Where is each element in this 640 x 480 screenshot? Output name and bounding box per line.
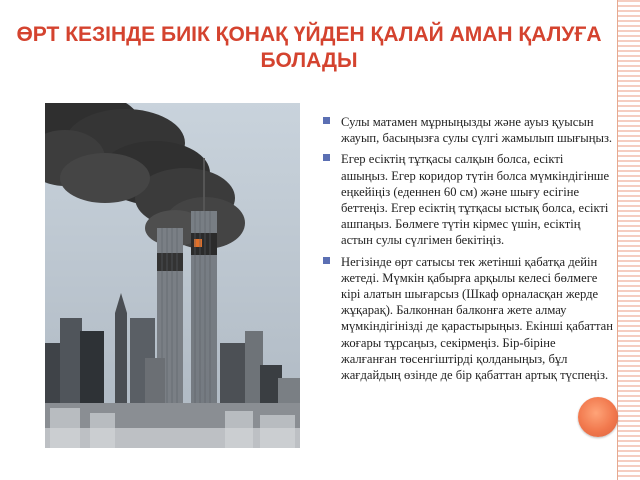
burning-towers-photo: [45, 103, 300, 448]
bullet-list: [323, 114, 613, 388]
bullet-text: Сулы матамен мұрныңызды және ауыз қуысын жауып, басыңызға сулы сүлгі жамылып шығыңыз.: [341, 115, 613, 146]
slide-title: ӨРТ КЕЗІНДЕ БИІК ҚОНАҚ ҮЙДЕН ҚАЛАЙ АМАН ҚАЛУҒА БОЛАДЫ: [16, 23, 602, 72]
bullet-text: Негізінде өрт сатысы тек жетінші қабатқа дейін жетеді. Мүмкін қабырға арқылы келесі бөлмеге кірі алатын шығарсыз (Шкаф орналасқан жерде жұқарақ). Балконнан балконға жете алмау мүмкіндігінізді де қарастырыңыз. Екінші қабаттан жоғары тұрсаңыз, секірмеңіз. Бір-біріне жалғанған төсенгіштірді қолданыңыз, бұл жағдайдың өзінде де бір қабаттан артық түспеңіз.: [341, 254, 613, 383]
bullet-text: Егер есіктің тұтқасы салқын болса, есікті ашыңыз. Егер коридор түтін болса мүмкіндігінше еңкейіңіз (еденнен 60 см) және шығу есігіне беттеңіз. Егер есіктің тұтқасы ыстық болса, есікті ашпаңыз. Бөлмеге түтін кірмес үшін, есіктің астын сулы сүлгімен бекітіңіз.: [341, 152, 610, 248]
bullet-marker-icon: [323, 257, 330, 264]
decorative-border: [618, 0, 640, 480]
bullet-item: [323, 254, 613, 384]
orange-circle-button[interactable]: [578, 397, 618, 437]
bullet-item: [323, 114, 613, 146]
bullet-item: [323, 151, 613, 248]
bullet-marker-icon: [323, 117, 330, 124]
bullet-marker-icon: [323, 154, 330, 161]
